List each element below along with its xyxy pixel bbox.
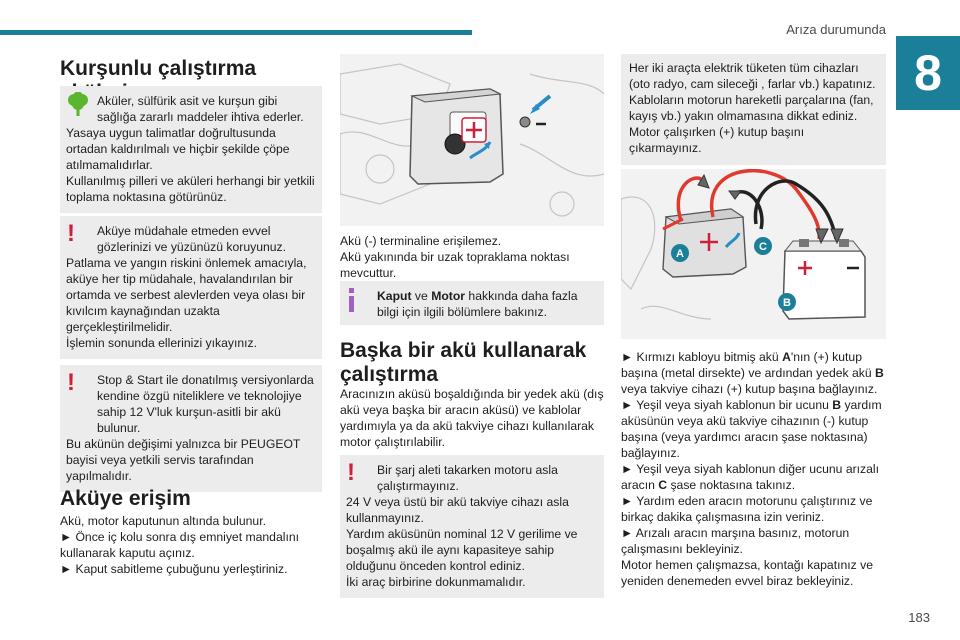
warning-exclamation-icon: !: [67, 220, 75, 247]
running-header: Arıza durumunda: [786, 22, 886, 37]
top-accent-bar: [0, 30, 472, 35]
warning-note-charger: ! Bir şarj aleti takarken motoru asla çalıştırmayınız. 24 V veya üstü bir akü takviye cihazı asla kullanmayınız. Yardım aküsünün nominal 12 V gerilime ve boşalmış akü ile aynı kapasiteye sahip olduğunu önceden kontrol ediniz. İki araç birbirine dokunmamalıdır.: [340, 455, 604, 598]
step-1: ► Kırmızı kabloyu bitmiş akü A'nın (+) kutup başına (metal dirsekte) ve ardından yedek akü B veya takviye cihazı (+) kutup başına bağlayınız.: [621, 350, 884, 396]
jump-start-intro: Aracınızın aküsü boşaldığında bir yedek akü (dış akü veya başka bir aracın aküsü) ve kablolar yardımıyla ya da akü takviye cihazı kullanılarak motor çalıştırılabilir.: [340, 387, 604, 449]
page-number: 183: [908, 610, 930, 625]
label-b: B: [783, 297, 791, 309]
heading-lead-batteries: Kurşunlu çalıştırma: [60, 57, 257, 80]
step-2: ► Yeşil veya siyah kablonun bir ucunu B yardım aküsünün veya akü takviye cihazının (-) kutup başına (veya yardımcı aracın şase noktasına) bağlayınız.: [621, 398, 882, 460]
info-icon: [347, 287, 357, 317]
label-a-marker: [671, 244, 689, 262]
warning-exclamation-icon: !: [67, 369, 75, 396]
step-5: ► Arızalı aracın marşına basınız, motorun çalışmasını bekleyiniz.: [621, 526, 850, 556]
step-4: ► Yardım eden aracın motorunu çalıştırınız ve birkaç dakika çalışmasına izin veriniz.: [621, 494, 873, 524]
label-c: C: [759, 241, 767, 253]
engine-battery-illustration: [340, 54, 604, 226]
step-6: Motor hemen çalışmazsa, kontağı kapatınız ve yeniden denemeden evvel biraz bekleyiniz.: [621, 558, 873, 588]
info-note-hood-engine: Kaput ve Motor hakkında daha fazla bilgi için ilgili bölümlere bakınız.: [340, 281, 604, 325]
warning-exclamation-icon: !: [347, 459, 355, 486]
heading-battery-access: Aküye erişim: [60, 487, 191, 510]
jump-start-steps: [621, 349, 886, 589]
label-a: A: [676, 248, 684, 260]
step-3: ► Yeşil veya siyah kablonun diğer ucunu arızalı aracın C şase noktasına takınız.: [621, 462, 880, 492]
precaution-note: Her iki araçta elektrik tüketen tüm cihazları (oto radyo, cam sileceği , farlar vb.) kapatınız. Kabloların motorun hareketli parçalarına (fan, kayış vb.) yakın olmamasına dikkat ediniz. Motor çalışırken (+) kutup başını çıkarmayınız.: [621, 54, 886, 165]
warning-note-battery-safety: ! Aküye müdahale etmeden evvel gözlerinizi ve yüzünüzü koruyunuz. Patlama ve yangın riskini önlemek amacıyla, aküye her tip müdahale, havalandırılan bir ortamda ve serbest alevlerden veya olası bir kıvılcım kaynağından uzakta gerçekleştirilmelidir. İşlemin sonunda ellerinizi yıkayınız.: [60, 216, 322, 359]
heading-jump-start: Başka bir akü kullanarak çalıştırma: [340, 339, 587, 386]
chapter-number: 8: [896, 36, 960, 110]
warning-note-stop-start: ! Stop & Start ile donatılmış versiyonlarda kendine özgü niteliklere ve teknolojiye sahip 12 V'luk kurşun-asitli bir akü bulunur. Bu akünün değişimi yalnızca bir PEUGEOT bayisi veya yetkili servis tarafından yapılmalıdır.: [60, 365, 322, 492]
tree-icon: [67, 92, 89, 120]
battery-access-text: Akü, motor kaputunun altında bulunur. ► Önce iç kolu sonra dış emniyet mandalını kullanarak kaputu açınız. ► Kaput sabitleme çubuğunu yerleştiriniz.: [60, 514, 299, 576]
ground-point-text: Akü (-) terminaline erişilemez. Akü yakınında bir uzak topraklama noktası mevcuttur.: [340, 234, 570, 280]
label-c-marker: [754, 237, 772, 255]
environment-note: Aküler, sülfürik asit ve kurşun gibi sağlığa zararlı maddeler ihtiva ederler. Yasaya uygun talimatlar doğrultusunda ortadan kaldırılmalı ve hiçbir şekilde çöpe atılmamalıdırlar. Kullanılmış pilleri ve aküleri herhangi bir yetkili toplama noktasına götürünüz.: [60, 86, 322, 213]
label-b-marker: [778, 293, 796, 311]
jump-cable-illustration: [621, 169, 886, 339]
